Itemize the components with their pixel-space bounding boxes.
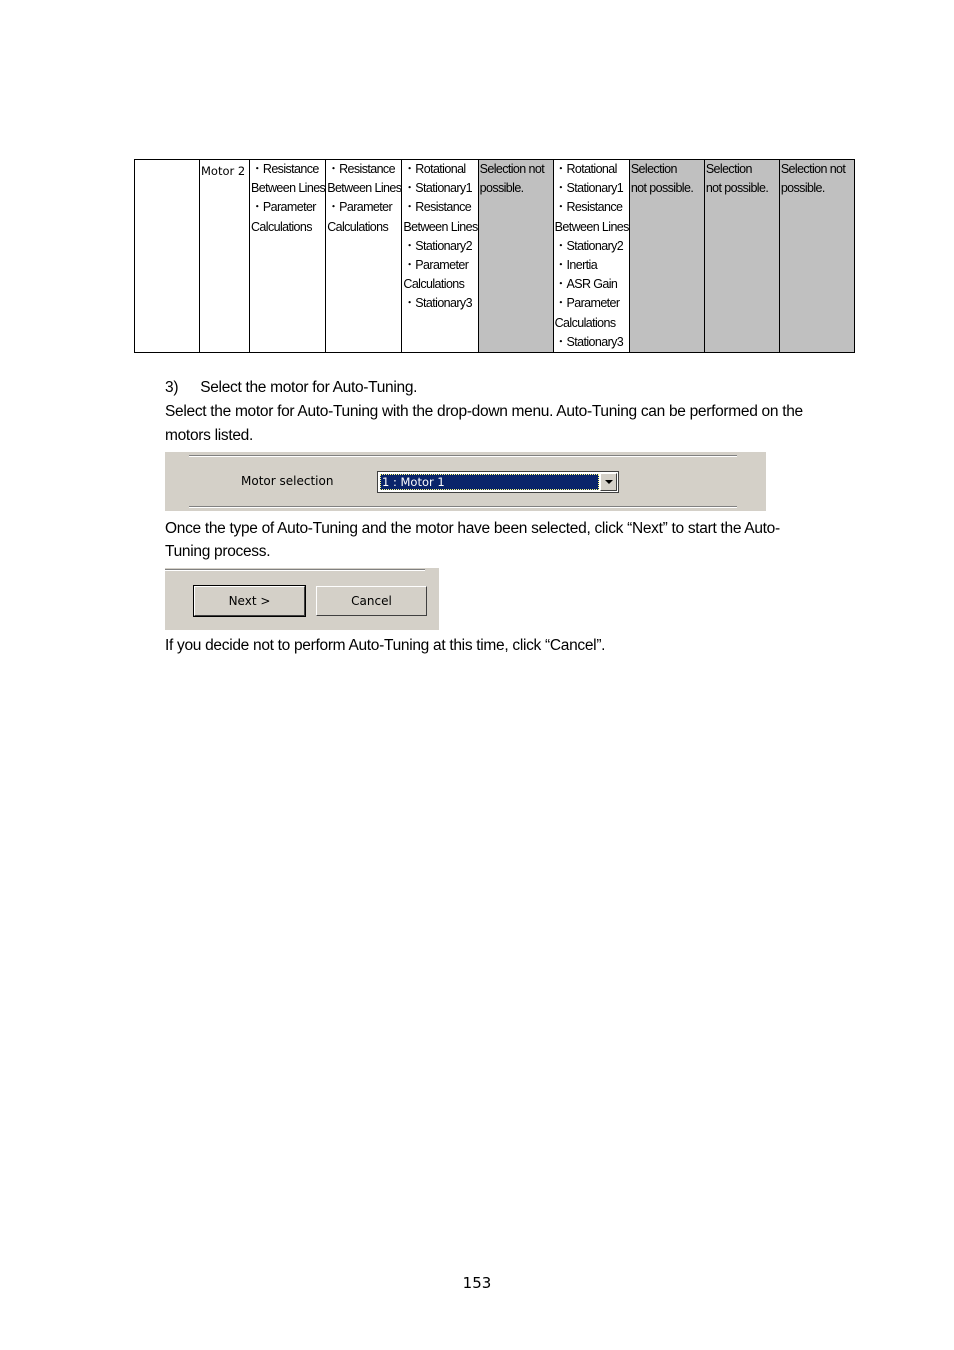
cell-line: ・Stationary2 <box>403 238 472 253</box>
cell-line: ・Inertia <box>554 257 598 272</box>
table-cell <box>402 160 478 353</box>
paragraph-line: Once the type of Auto-Tuning and the motor have been selected, click “Next” to start the Auto- <box>165 520 780 537</box>
cell-line: ・Resistance <box>554 200 623 215</box>
cell-line: Calculations <box>251 219 312 234</box>
step-heading <box>165 376 417 400</box>
cell-line: Selection not <box>780 162 846 176</box>
cell-line: ・Parameter <box>403 257 469 272</box>
cell-line: Between Lines <box>554 219 629 234</box>
step-title: Select the motor for Auto-Tuning. <box>200 379 418 396</box>
cell-line: not possible. <box>630 181 694 196</box>
motor-selection-panel <box>165 452 766 511</box>
cell-line: ・Resistance <box>251 162 319 176</box>
cell-line: possible. <box>780 181 825 196</box>
page-number: 153 <box>462 1274 492 1292</box>
cell-line: Calculations <box>403 277 465 292</box>
paragraph-line: motors listed. <box>165 427 253 444</box>
next-button[interactable]: Next > <box>194 586 305 616</box>
table-cell <box>250 160 326 353</box>
step-number: 3) <box>165 379 179 396</box>
divider <box>189 506 737 508</box>
cell-line: Selection not <box>479 162 545 176</box>
wizard-buttons-panel <box>165 568 439 630</box>
divider <box>165 569 425 571</box>
dropdown-arrow-icon[interactable] <box>600 473 617 491</box>
cell-line: ・ASR Gain <box>554 277 618 292</box>
cell-line: not possible. <box>705 181 769 196</box>
paragraph-line: Select the motor for Auto-Tuning with the drop-down menu. Auto-Tuning can be performed on the <box>165 403 803 420</box>
table-cell <box>704 160 779 353</box>
cell-line: ・Stationary1 <box>554 181 624 196</box>
table-cell <box>779 160 854 353</box>
table-motor-cell <box>200 160 250 353</box>
cell-line: ・Parameter <box>327 200 393 215</box>
cell-line: ・Rotational <box>403 162 466 176</box>
table-cell <box>326 160 402 353</box>
cell-line: Between Lines <box>327 181 402 196</box>
cell-line: Between Lines <box>403 219 478 234</box>
motor-selection-dropdown[interactable] <box>377 471 619 493</box>
cell-line: Calculations <box>327 219 389 234</box>
table-cell <box>553 160 629 353</box>
paragraph-line: If you decide not to perform Auto-Tuning at this time, click “Cancel”. <box>165 637 606 654</box>
paragraph-line: Tuning process. <box>165 543 271 560</box>
cell-line: Selection <box>630 162 677 176</box>
auto-tuning-table <box>134 159 855 353</box>
cell-line: ・Stationary3 <box>554 334 624 349</box>
cell-line: ・Stationary1 <box>403 181 472 196</box>
table-blank-cell <box>135 160 200 353</box>
cell-line: Between Lines <box>251 181 326 196</box>
cell-line: Calculations <box>554 315 616 330</box>
cell-line: ・Resistance <box>403 200 472 215</box>
cell-line: possible. <box>479 181 524 196</box>
cell-line: ・Stationary2 <box>554 238 624 253</box>
cell-line: Selection <box>705 162 752 176</box>
motor-selection-label: Motor selection <box>241 474 334 488</box>
cell-line: ・Stationary3 <box>403 296 472 311</box>
table-cell <box>629 160 704 353</box>
cell-line: ・Parameter <box>554 296 620 311</box>
cancel-button[interactable]: Cancel <box>316 586 427 616</box>
cell-line: ・Rotational <box>554 162 617 176</box>
cell-line: ・Resistance <box>327 162 395 176</box>
divider <box>189 455 737 457</box>
table-cell <box>478 160 553 353</box>
motor-label: Motor 2 <box>201 164 246 178</box>
motor-selected-value: 1 : Motor 1 <box>380 474 599 490</box>
cell-line: ・Parameter <box>251 200 316 215</box>
